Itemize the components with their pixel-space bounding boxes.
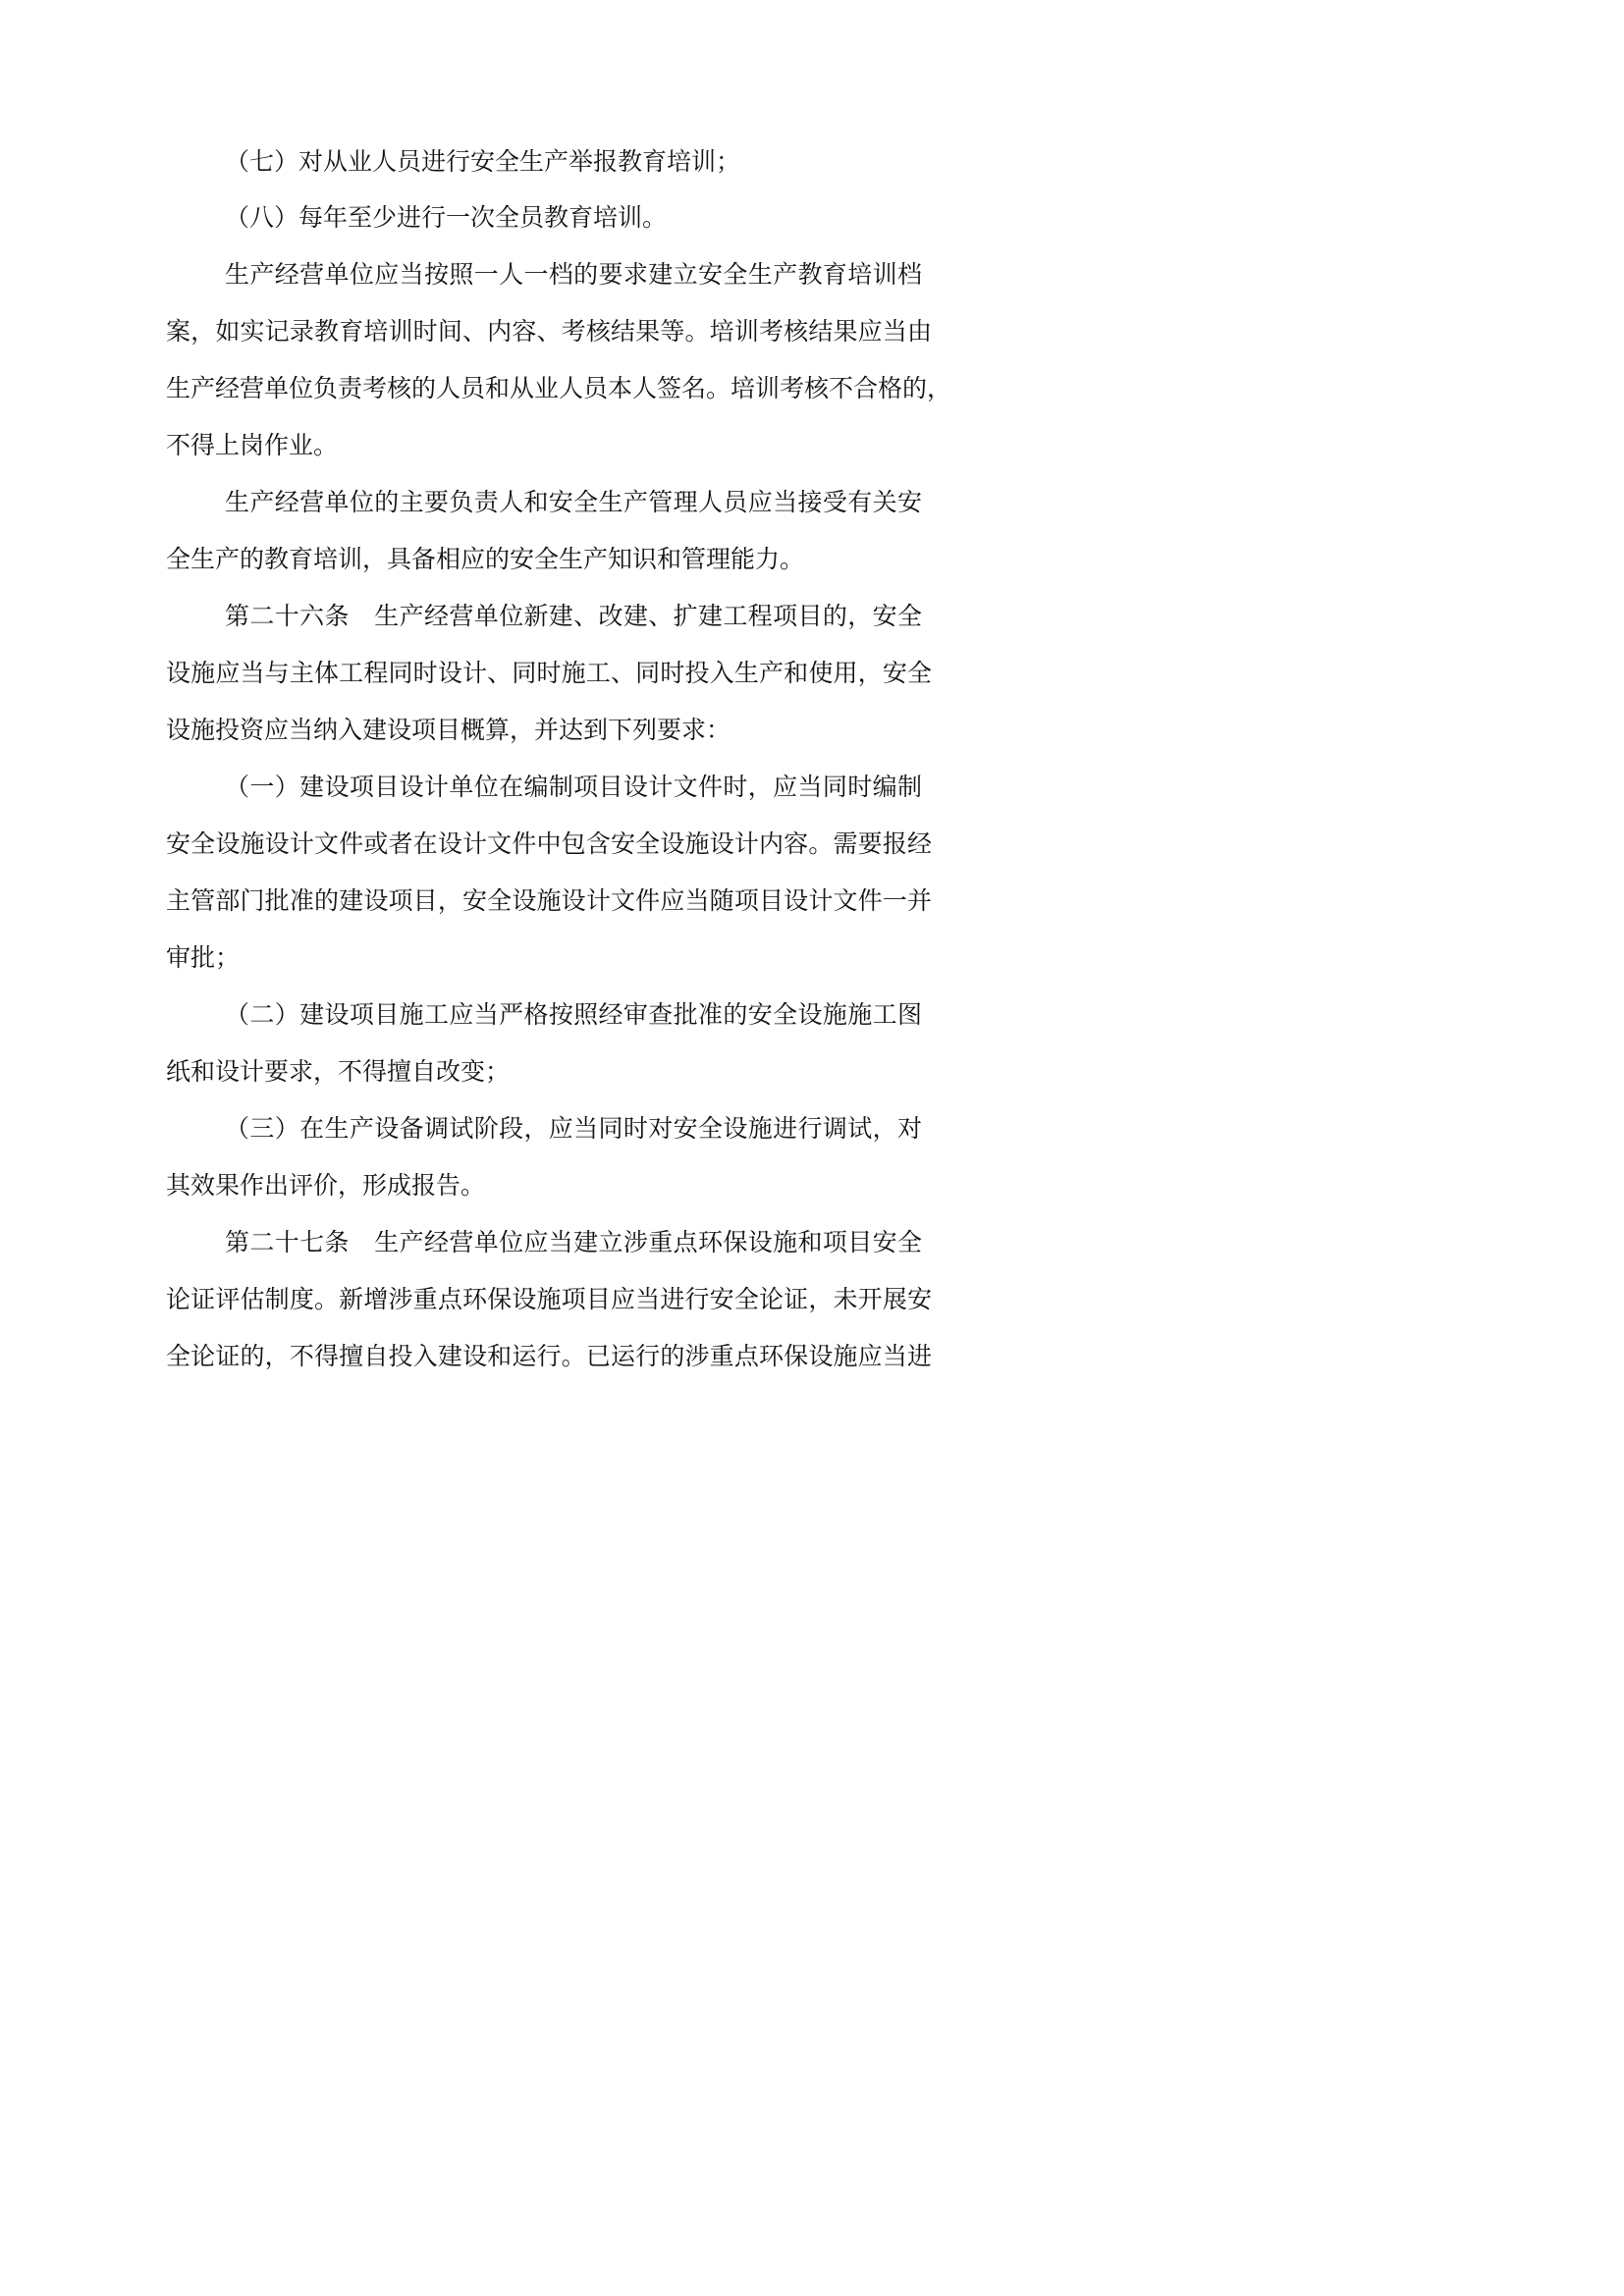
text-line: 生产经营单位应当按照一人一档的要求建立安全生产教育培训档 <box>225 260 922 289</box>
text-line: 生产经营单位的主要负责人和安全生产管理人员应当接受有关安 <box>225 488 922 516</box>
text-line: 审批； <box>166 943 241 972</box>
text-line: 全论证的，不得擅自投入建设和运行。已运行的涉重点环保设施应当进 <box>166 1342 932 1370</box>
article-heading-line: 第二十六条 生产经营单位新建、改建、扩建工程项目的，安全 <box>225 602 922 630</box>
text-line: 论证评估制度。新增涉重点环保设施项目应当进行安全论证，未开展安 <box>166 1285 932 1313</box>
text-line: （三）在生产设备调试阶段，应当同时对安全设施进行调试，对 <box>225 1114 922 1143</box>
text-line: 设施投资应当纳入建设项目概算，并达到下列要求： <box>166 716 731 744</box>
text-line: 生产经营单位负责考核的人员和从业人员本人签名。培训考核不合格的， <box>166 374 952 402</box>
text-line: 主管部门批准的建设项目，安全设施设计文件应当随项目设计文件一并 <box>166 886 932 915</box>
text-line: 案，如实记录教育培训时间、内容、考核结果等。培训考核结果应当由 <box>166 317 932 346</box>
document-page <box>0 0 1083 1530</box>
text-line: （二）建设项目施工应当严格按照经审查批准的安全设施施工图 <box>225 1000 922 1029</box>
text-line: （八）每年至少进行一次全员教育培训。 <box>225 203 668 232</box>
text-line: 不得上岗作业。 <box>166 431 339 459</box>
text-line: （一）建设项目设计单位在编制项目设计文件时，应当同时编制 <box>225 773 922 801</box>
text-line: （七）对从业人员进行安全生产举报教育培训； <box>225 147 741 176</box>
text-line: 安全设施设计文件或者在设计文件中包含安全设施设计内容。需要报经 <box>166 829 932 858</box>
text-line: 设施应当与主体工程同时设计、同时施工、同时投入生产和使用，安全 <box>166 659 932 687</box>
text-line: 其效果作出评价，形成报告。 <box>166 1171 486 1200</box>
text-line: 全生产的教育培训，具备相应的安全生产知识和管理能力。 <box>166 545 805 573</box>
article-heading-line: 第二十七条 生产经营单位应当建立涉重点环保设施和项目安全 <box>225 1228 922 1256</box>
text-line: 纸和设计要求，不得擅自改变； <box>166 1057 511 1086</box>
